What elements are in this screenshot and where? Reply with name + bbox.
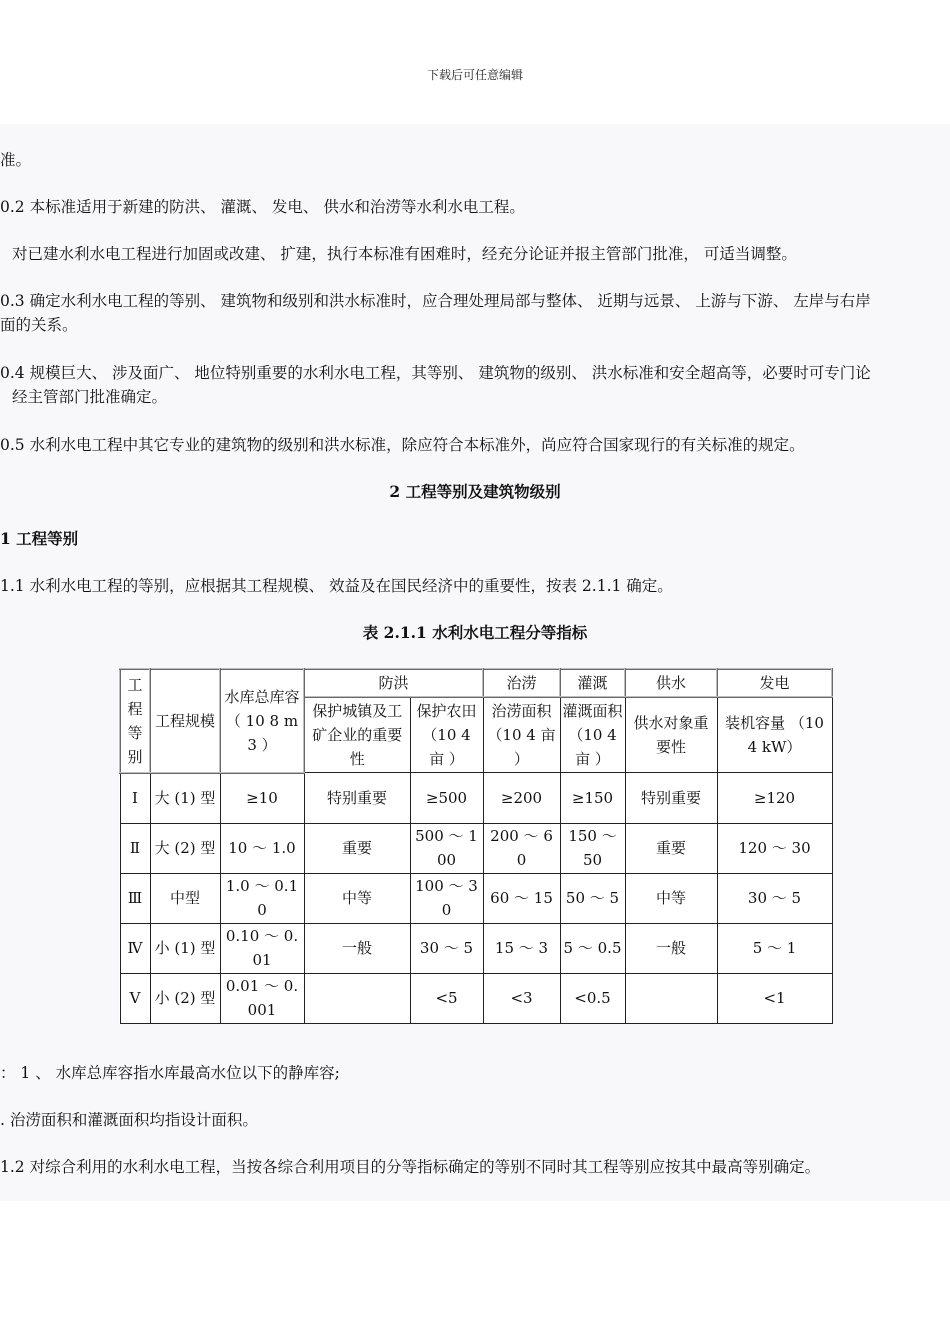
cell-scale: 小 (2) 型 — [150, 973, 220, 1023]
clause-1-0-5: 0.5 水利水电工程中其它专业的建筑物的级别和洪水标准，除应符合本标准外，尚应符合国家现行的有关标准的规定。 — [0, 436, 805, 454]
cell-grade: Ⅲ — [120, 873, 150, 923]
subheader-farmland: 保护农田（10 4 亩 ） — [410, 697, 483, 773]
clause-1-0-3: 0.3 确定水利水电工程的等别、 建筑物和级别和洪水标准时，应合理处理局部与整体、 近期与远景、 上游与下游、 左岸与右岸 — [0, 292, 871, 310]
cell-irrig: ≥150 — [560, 773, 625, 824]
cell-protect: 特别重要 — [304, 773, 410, 824]
header-supply: 供水 — [625, 669, 717, 697]
clause-2-1-1: 1.1 水利水电工程的等别，应根据其工程规模、 效益及在国民经济中的重要性，按表 2.1.1 确定。 — [0, 577, 673, 595]
paragraph-line: 准。 — [0, 151, 32, 169]
cell-drain: <3 — [483, 973, 560, 1023]
cell-protect: 重要 — [304, 823, 410, 873]
table-title: 表 2.1.1 水利水电工程分等指标 — [362, 623, 588, 642]
cell-supply: 特别重要 — [625, 773, 717, 824]
cell-farmland: 30 ～ 5 — [410, 923, 483, 973]
cell-protect: 一般 — [304, 923, 410, 973]
table-note-2: . 治涝面积和灌溉面积均指设计面积。 — [0, 1111, 258, 1129]
subheader-capacity: 装机容量 （10 4 kW） — [717, 697, 832, 773]
header-flood: 防洪 — [304, 669, 483, 697]
cell-drain: 60 ～ 15 — [483, 873, 560, 923]
cell-grade: Ⅳ — [120, 923, 150, 973]
cell-farmland: ≥500 — [410, 773, 483, 824]
header-reservoir: 水库总库容（ 10 8 m 3 ） — [220, 669, 304, 773]
header-drain: 治涝 — [483, 669, 560, 697]
cell-drain: 15 ～ 3 — [483, 923, 560, 973]
header-scale: 工程规模 — [150, 669, 220, 773]
subheader-protect: 保护城镇及工矿企业的重要性 — [304, 697, 410, 773]
cell-drain: 200 ～ 60 — [483, 823, 560, 873]
cell-protect: 中等 — [304, 873, 410, 923]
cell-grade: Ⅱ — [120, 823, 150, 873]
cell-supply — [625, 973, 717, 1023]
cell-power: 120 ～ 30 — [717, 823, 832, 873]
cell-protect — [304, 973, 410, 1023]
subheader-irrig-area: 灌溉面积 （10 4 亩 ） — [560, 697, 625, 773]
content-area — [0, 124, 950, 1201]
cell-power: 30 ～ 5 — [717, 873, 832, 923]
cell-supply: 重要 — [625, 823, 717, 873]
section-title: 1 工程等别 — [0, 529, 79, 548]
cell-irrig: 5 ～ 0.5 — [560, 923, 625, 973]
cell-farmland: <5 — [410, 973, 483, 1023]
cell-scale: 大 (1) 型 — [150, 773, 220, 824]
header-irrig: 灌溉 — [560, 669, 625, 697]
subheader-supply-object: 供水对象重要性 — [625, 697, 717, 773]
cell-reservoir: 10 ～ 1.0 — [220, 823, 304, 873]
clause-2-1-2: 1.2 对综合利用的水利水电工程，当按各综合利用项目的分等指标确定的等别不同时其工程等别应按其中最高等别确定。 — [0, 1158, 821, 1176]
cell-reservoir: 0.10 ～ 0.01 — [220, 923, 304, 973]
cell-power: 5 ～ 1 — [717, 923, 832, 973]
chapter-title: 2 工程等别及建筑物级别 — [389, 482, 561, 501]
cell-power: <1 — [717, 973, 832, 1023]
header-grade: 工程等别 — [120, 669, 150, 773]
cell-drain: ≥200 — [483, 773, 560, 824]
clause-1-0-4: 0.4 规模巨大、 涉及面广、 地位特别重要的水利水电工程，其等别、 建筑物的级别、 洪水标准和安全超高等，必要时可专门论 — [0, 364, 871, 382]
cell-grade: Ⅰ — [120, 773, 150, 824]
paragraph-line: 面的关系。 — [0, 316, 78, 334]
cell-irrig: 150 ～ 50 — [560, 823, 625, 873]
cell-farmland: 100 ～ 30 — [410, 873, 483, 923]
cell-reservoir: 1.0 ～ 0.10 — [220, 873, 304, 923]
cell-supply: 中等 — [625, 873, 717, 923]
table-note-1: ： 1 、 水库总库容指水库最高水位以下的静库容; — [0, 1064, 340, 1082]
cell-reservoir: 0.01 ～ 0.001 — [220, 973, 304, 1023]
cell-reservoir: ≥10 — [220, 773, 304, 824]
clause-1-0-2: 0.2 本标准适用于新建的防洪、 灌溉、 发电、 供水和治涝等水利水电工程。 — [0, 198, 525, 216]
cell-supply: 一般 — [625, 923, 717, 973]
table-row — [120, 773, 832, 824]
table-row — [120, 823, 832, 873]
cell-grade: Ⅴ — [120, 973, 150, 1023]
cell-scale: 小 (1) 型 — [150, 923, 220, 973]
subheader-drain-area: 治涝面积（10 4 亩 ） — [483, 697, 560, 773]
header-power: 发电 — [717, 669, 832, 697]
table-row — [120, 973, 832, 1023]
page-header: 下载后可任意编辑 — [426, 68, 523, 82]
grading-table — [119, 668, 833, 1024]
cell-irrig: <0.5 — [560, 973, 625, 1023]
paragraph-line: 对已建水利水电工程进行加固或改建、 扩建，执行本标准有困难时，经充分论证并报主管部门批准， 可适当调整。 — [12, 245, 797, 263]
cell-power: ≥120 — [717, 773, 832, 824]
cell-scale: 大 (2) 型 — [150, 823, 220, 873]
table-row — [120, 873, 832, 923]
cell-scale: 中型 — [150, 873, 220, 923]
cell-irrig: 50 ～ 5 — [560, 873, 625, 923]
table-header-row — [120, 669, 832, 697]
table-row — [120, 923, 832, 973]
paragraph-line: 经主管部门批准确定。 — [12, 388, 168, 406]
cell-farmland: 500 ～ 100 — [410, 823, 483, 873]
